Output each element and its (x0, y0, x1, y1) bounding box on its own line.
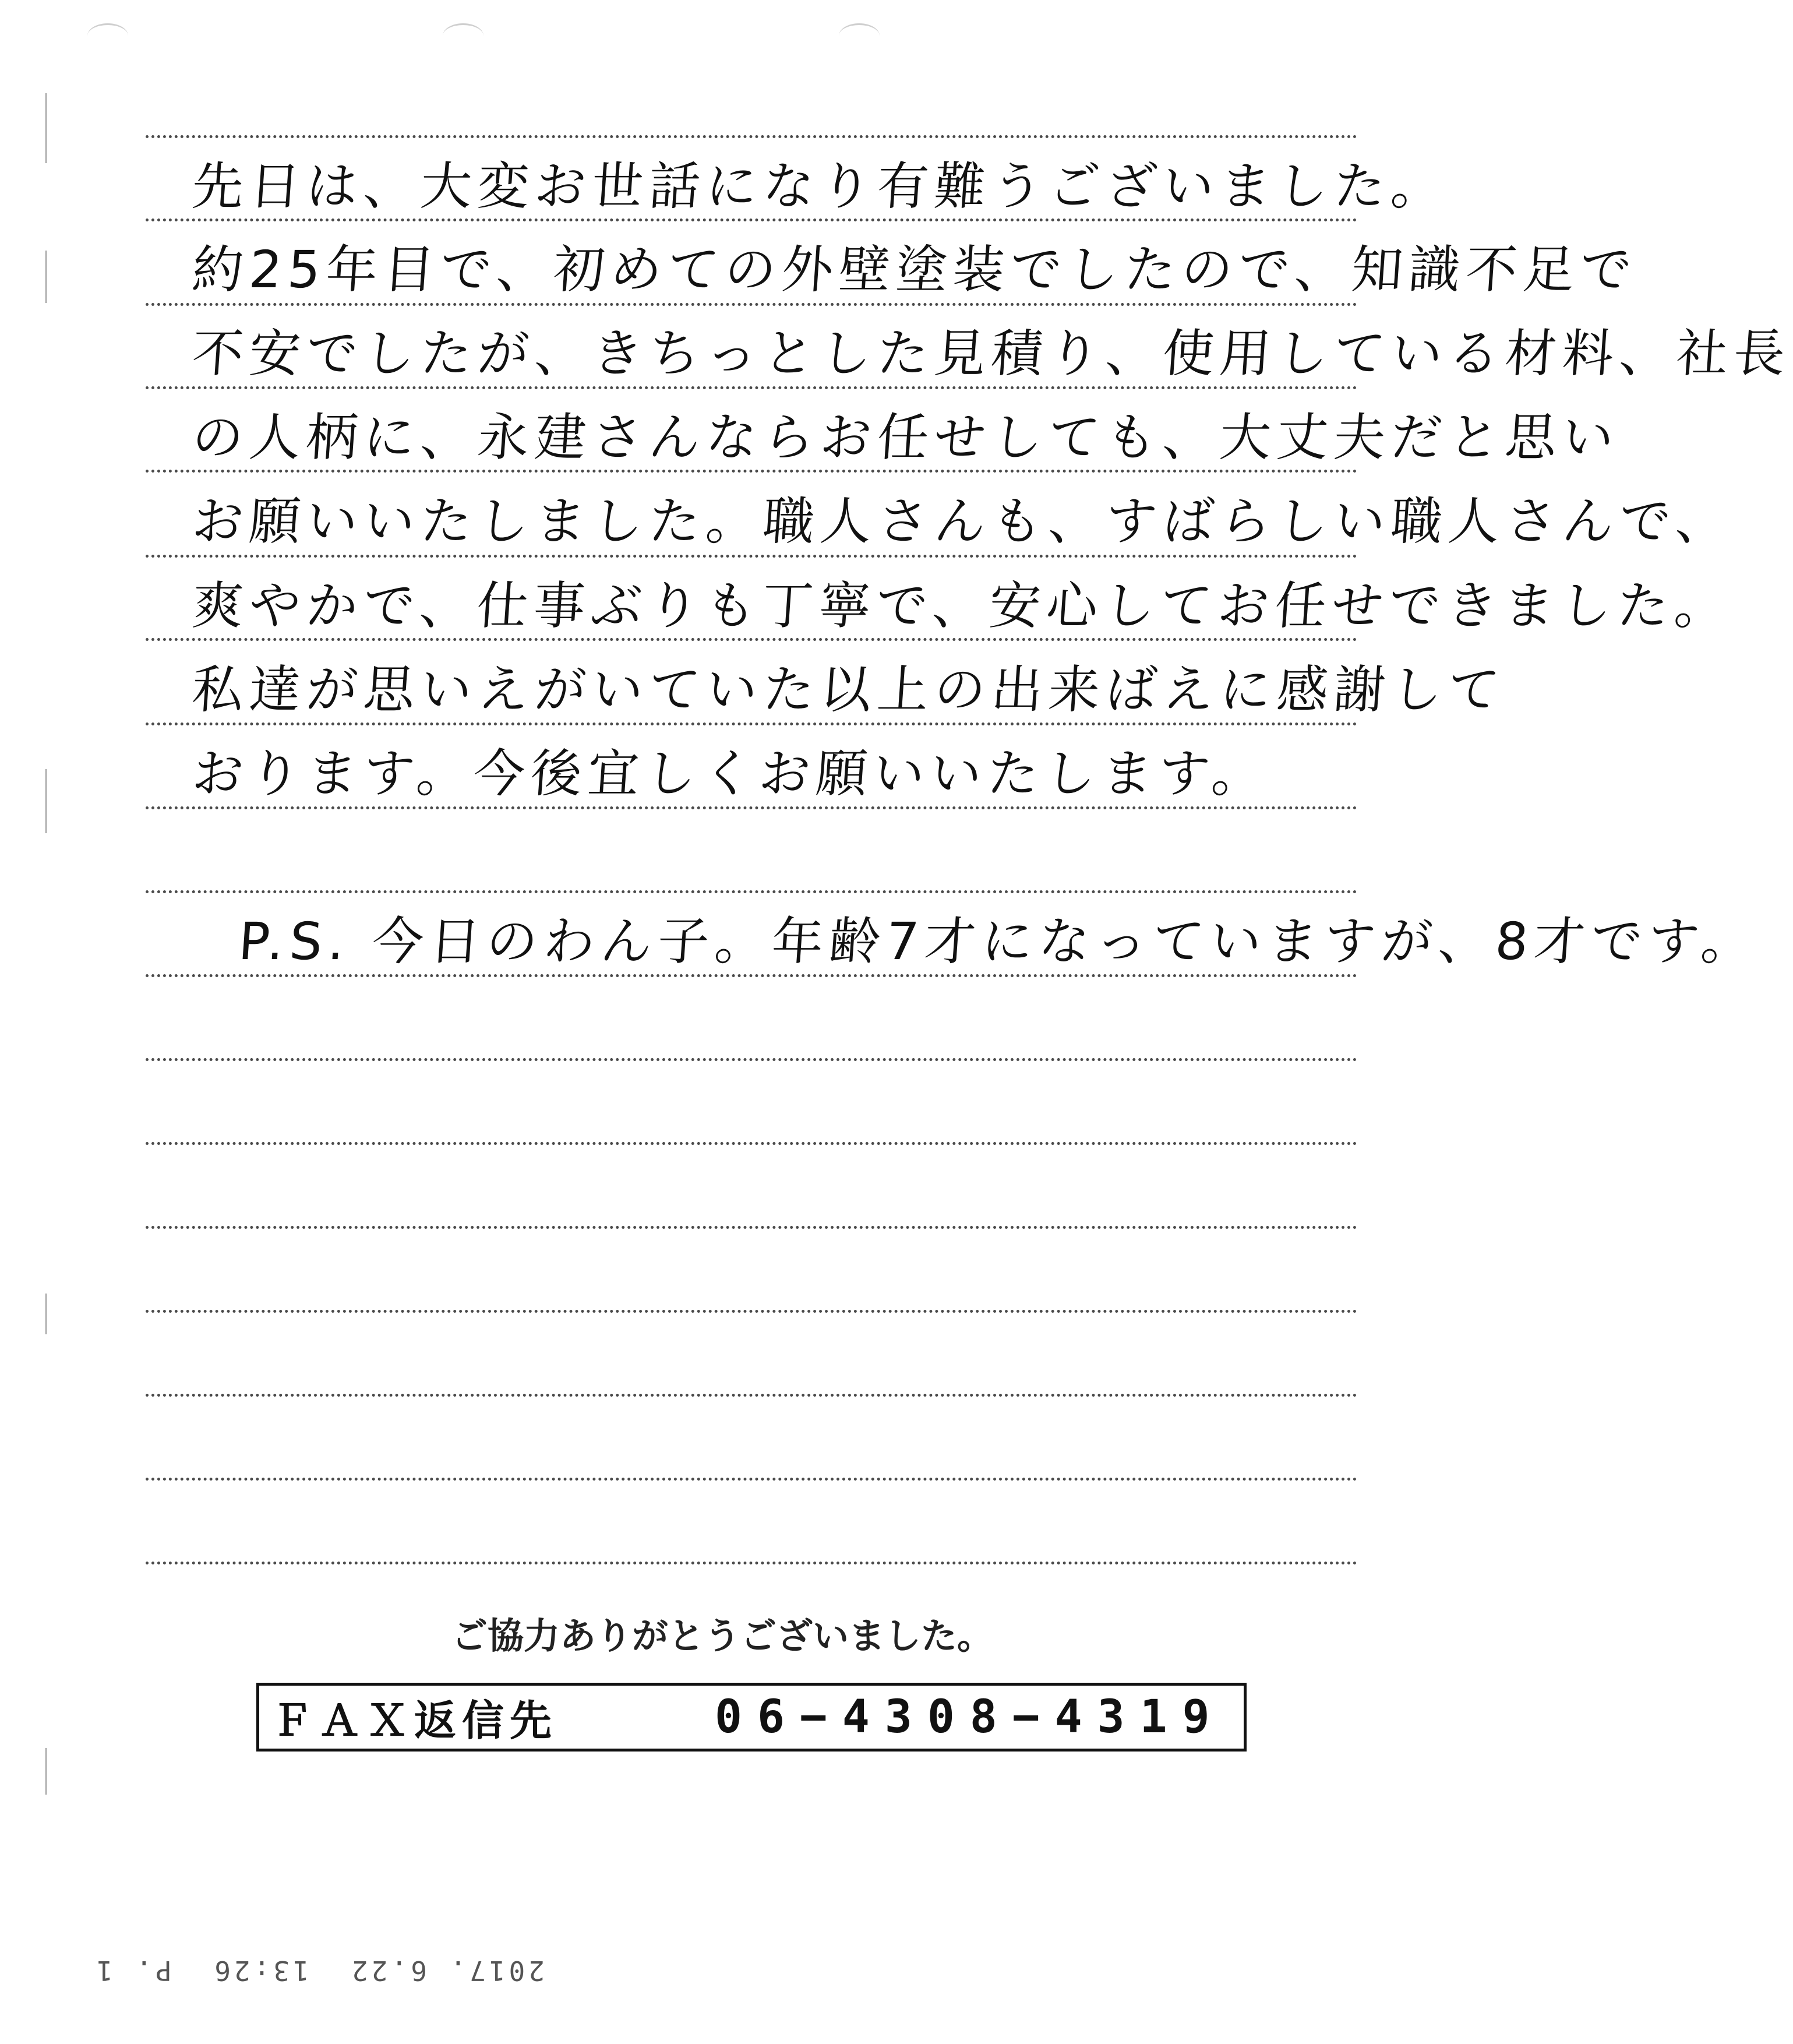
scan-edge-mark (45, 251, 47, 303)
scan-edge-mark (45, 1294, 47, 1334)
fax-number: 06−4308−4319 (715, 1691, 1225, 1743)
scan-edge-mark (45, 769, 47, 833)
thank-you-note: ご協力ありがとうございました。 (451, 1615, 993, 1657)
ruled-line (146, 219, 1357, 221)
ruled-line (146, 638, 1357, 641)
ruled-line (146, 303, 1357, 306)
ruled-line (146, 135, 1357, 138)
fax-return-box (256, 1683, 1247, 1752)
ruled-line (146, 974, 1357, 977)
ruled-line (146, 470, 1357, 473)
hole-punch-mark (443, 23, 483, 48)
ruled-line (146, 1310, 1357, 1313)
ruled-line (146, 806, 1357, 809)
letter-line: お願いいたしました。職人さんも、すばらしい職人さんで、 (190, 491, 1735, 551)
ruled-line (146, 1562, 1357, 1564)
letter-line: おります。今後宜しくお願いいたします。 (190, 743, 1271, 803)
ruled-line (146, 555, 1357, 558)
ruled-line (146, 1478, 1357, 1481)
fax-label: ＦＡＸ返信先 (271, 1696, 558, 1745)
hole-punch-mark (87, 23, 128, 48)
ruled-line (146, 1058, 1357, 1061)
letter-line: 爽やかで、仕事ぶりも丁寧で、安心してお任せできました。 (190, 576, 1734, 636)
letter-line: 先日は、大変お世話になり有難うございました。 (190, 156, 1450, 216)
letter-line: の人柄に、永建さんならお任せしても、大丈夫だと思い (190, 407, 1622, 467)
fax-timestamp: 2017. 6.22 13:26 P. 1 (93, 1955, 545, 1986)
ruled-line (146, 386, 1357, 389)
ruled-line (146, 1394, 1357, 1397)
ruled-line (146, 723, 1357, 725)
scan-edge-mark (45, 93, 47, 163)
letter-line: 私達が思いえがいていた以上の出来ばえに感謝して (190, 660, 1508, 720)
letter-line: 約25年目で、初めての外壁塗装でしたので、知識不足で (190, 239, 1640, 299)
scan-edge-mark (45, 1748, 47, 1795)
ruled-line (146, 890, 1357, 893)
letter-line: 不安でしたが、きちっとした見積り、使用している材料、社長 (190, 323, 1793, 383)
ruled-line (146, 1226, 1357, 1229)
ruled-line (146, 1142, 1357, 1145)
hole-punch-mark (839, 23, 880, 48)
letter-postscript: P.S. 今日のわん子。年齢7才になっていますが、8才です。 (237, 911, 1760, 971)
